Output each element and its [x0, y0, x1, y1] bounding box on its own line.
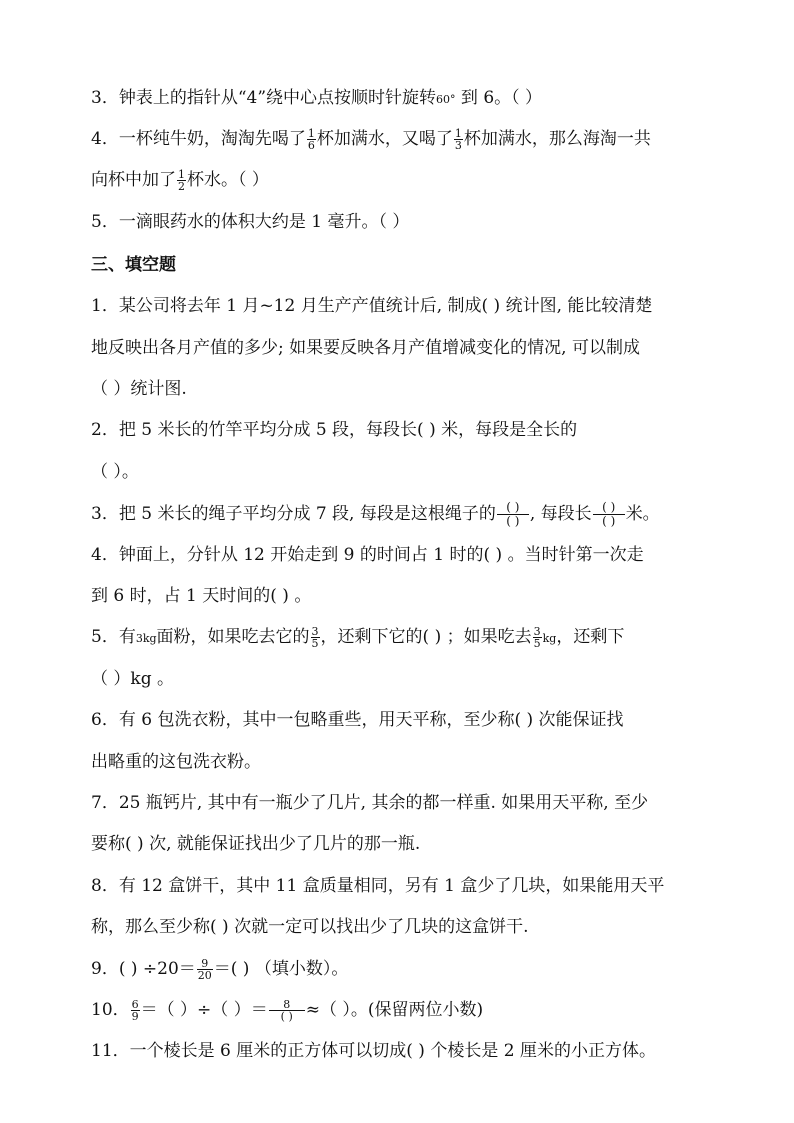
fraction-numerator: ( ): [506, 500, 520, 514]
q2-4-text-b: 杯加满水，又喝了: [316, 129, 453, 149]
q3-5-text-a: 5．有: [91, 627, 136, 647]
question-3-4-line2: 到 6 时，占 1 天时间的( ) 。: [91, 586, 312, 606]
fraction-one-sixth: [307, 128, 316, 151]
q3-10-text-c: ≈（ ）。(保留两位小数): [305, 1000, 484, 1020]
fraction-denominator: 9: [131, 1010, 139, 1023]
fraction-numerator: 8: [283, 998, 291, 1011]
q3-5-text-d: ，还剩下: [556, 627, 625, 647]
fraction-six-ninths: [131, 999, 140, 1022]
question-3-10: [91, 998, 483, 1022]
q3-5-kg-amount: 3kg: [135, 632, 157, 645]
q2-4-text-c: 杯加满水，那么海淘一共: [463, 129, 651, 149]
q2-3-text-b: 到 6。（ ）: [455, 88, 543, 108]
fraction-denominator: ( ): [497, 514, 529, 528]
fraction-numerator: 1: [178, 168, 185, 181]
fraction-one-half: [177, 169, 186, 192]
question-2-4-line1: [91, 127, 651, 151]
question-3-1-line3: （ ）统计图.: [91, 379, 187, 399]
question-2-4-line2: [91, 168, 269, 192]
question-3-5-line1: [91, 625, 624, 651]
question-3-2-line1: 2．把 5 米长的竹竿平均分成 5 段，每段长( ) 米，每段是全长的: [91, 420, 578, 440]
question-3-9: [91, 957, 348, 981]
fraction-three-fifths: [311, 626, 320, 649]
fraction-denominator: ( ): [593, 514, 625, 528]
question-2-5: 5．一滴眼药水的体积大约是 1 毫升。（ ）: [91, 212, 410, 232]
q3-5-text-b: 面粉，如果吃去它的: [156, 627, 310, 647]
fraction-numerator: 3: [533, 625, 541, 638]
fraction-numerator: 1: [454, 127, 462, 140]
q2-3-degree: 60°: [436, 93, 456, 106]
fraction-numerator: 1: [307, 127, 315, 140]
fraction-numerator: ( ): [602, 500, 616, 514]
question-3-3: [91, 501, 660, 528]
question-3-7-line1: 7．25 瓶钙片, 其中有一瓶少了几片, 其余的都一样重. 如果用天平称, 至少: [91, 793, 649, 813]
q3-10-text-a: 10．: [91, 1000, 130, 1020]
q2-4-text-e: 杯水。（ ）: [187, 170, 269, 190]
fraction-denominator: 20: [197, 969, 212, 982]
q2-4-text-a: 4．一杯纯牛奶，淘淘先喝了: [91, 129, 306, 149]
question-3-4-line1: 4．钟面上，分针从 12 开始走到 9 的时间占 1 时的( ) 。当时针第一次走: [91, 545, 644, 565]
fraction-eight-over-blank: [269, 999, 305, 1022]
q2-3-text-a: 3．钟表上的指针从“4”绕中心点按顺时针旋转: [91, 88, 437, 108]
fraction-denominator: ( ): [269, 1010, 305, 1022]
q3-3-text-c: 米。: [625, 504, 660, 524]
question-3-8-line2: 称，那么至少称( ) 次就一定可以找出少了几块的这盒饼干.: [91, 917, 529, 937]
fraction-numerator: 9: [201, 957, 209, 970]
fraction-denominator: 6: [307, 139, 315, 152]
q3-10-text-b: ＝（ ）÷（ ）＝: [140, 1000, 268, 1020]
fraction-denominator: 5: [311, 637, 319, 650]
q3-3-text-a: 3．把 5 米长的绳子平均分成 7 段, 每段是这根绳子的: [91, 504, 496, 524]
question-3-2-line2: （ ）。: [91, 462, 139, 482]
q3-9-text-b: ＝( ) （填小数）。: [213, 959, 349, 979]
q3-5-text-c: ，还剩下它的( ) ；如果吃去: [320, 627, 532, 647]
q2-4-text-d: 向杯中加了: [91, 170, 176, 190]
question-3-6-line1: 6．有 6 包洗衣粉，其中一包略重些，用天平称，至少称( ) 次能保证找: [91, 710, 624, 730]
section-3-heading: 三、填空题: [91, 255, 176, 275]
fraction-denominator: 5: [533, 637, 541, 650]
fraction-blank-2: [593, 501, 625, 528]
question-3-7-line2: 要称( ) 次, 就能保证找出少了几片的那一瓶.: [91, 834, 421, 854]
question-3-8-line1: 8．有 12 盒饼干，其中 11 盒质量相同，另有 1 盒少了几块，如果能用天平: [91, 876, 665, 896]
fraction-nine-twentieths: [197, 958, 213, 981]
fraction-denominator: 3: [454, 139, 462, 152]
question-3-11: 11．一个棱长是 6 厘米的正方体可以切成( ) 个棱长是 2 厘米的小正方体。: [91, 1041, 656, 1061]
q3-9-text-a: 9．( ) ÷20＝: [91, 959, 196, 979]
q3-5-kg-unit: kg: [542, 632, 557, 645]
q3-3-text-b: , 每段长: [529, 504, 592, 524]
fraction-denominator: 2: [178, 180, 185, 193]
fraction-three-fifths-kg: [533, 626, 542, 649]
fraction-numerator: 6: [131, 998, 139, 1011]
fraction-one-third: [454, 128, 463, 151]
fraction-numerator: 3: [311, 625, 319, 638]
question-3-1-line1: 1．某公司将去年 1 月~12 月生产产值统计后, 制成( ) 统计图, 能比较清楚: [91, 296, 653, 316]
question-2-3: [91, 86, 542, 112]
question-3-5-line2: （ ）kg 。: [91, 669, 174, 689]
fraction-blank-1: [497, 501, 529, 528]
question-3-6-line2: 出略重的这包洗衣粉。: [91, 752, 261, 772]
question-3-1-line2: 地反映出各月产值的多少; 如果要反映各月产值增减变化的情况, 可以制成: [91, 338, 640, 358]
